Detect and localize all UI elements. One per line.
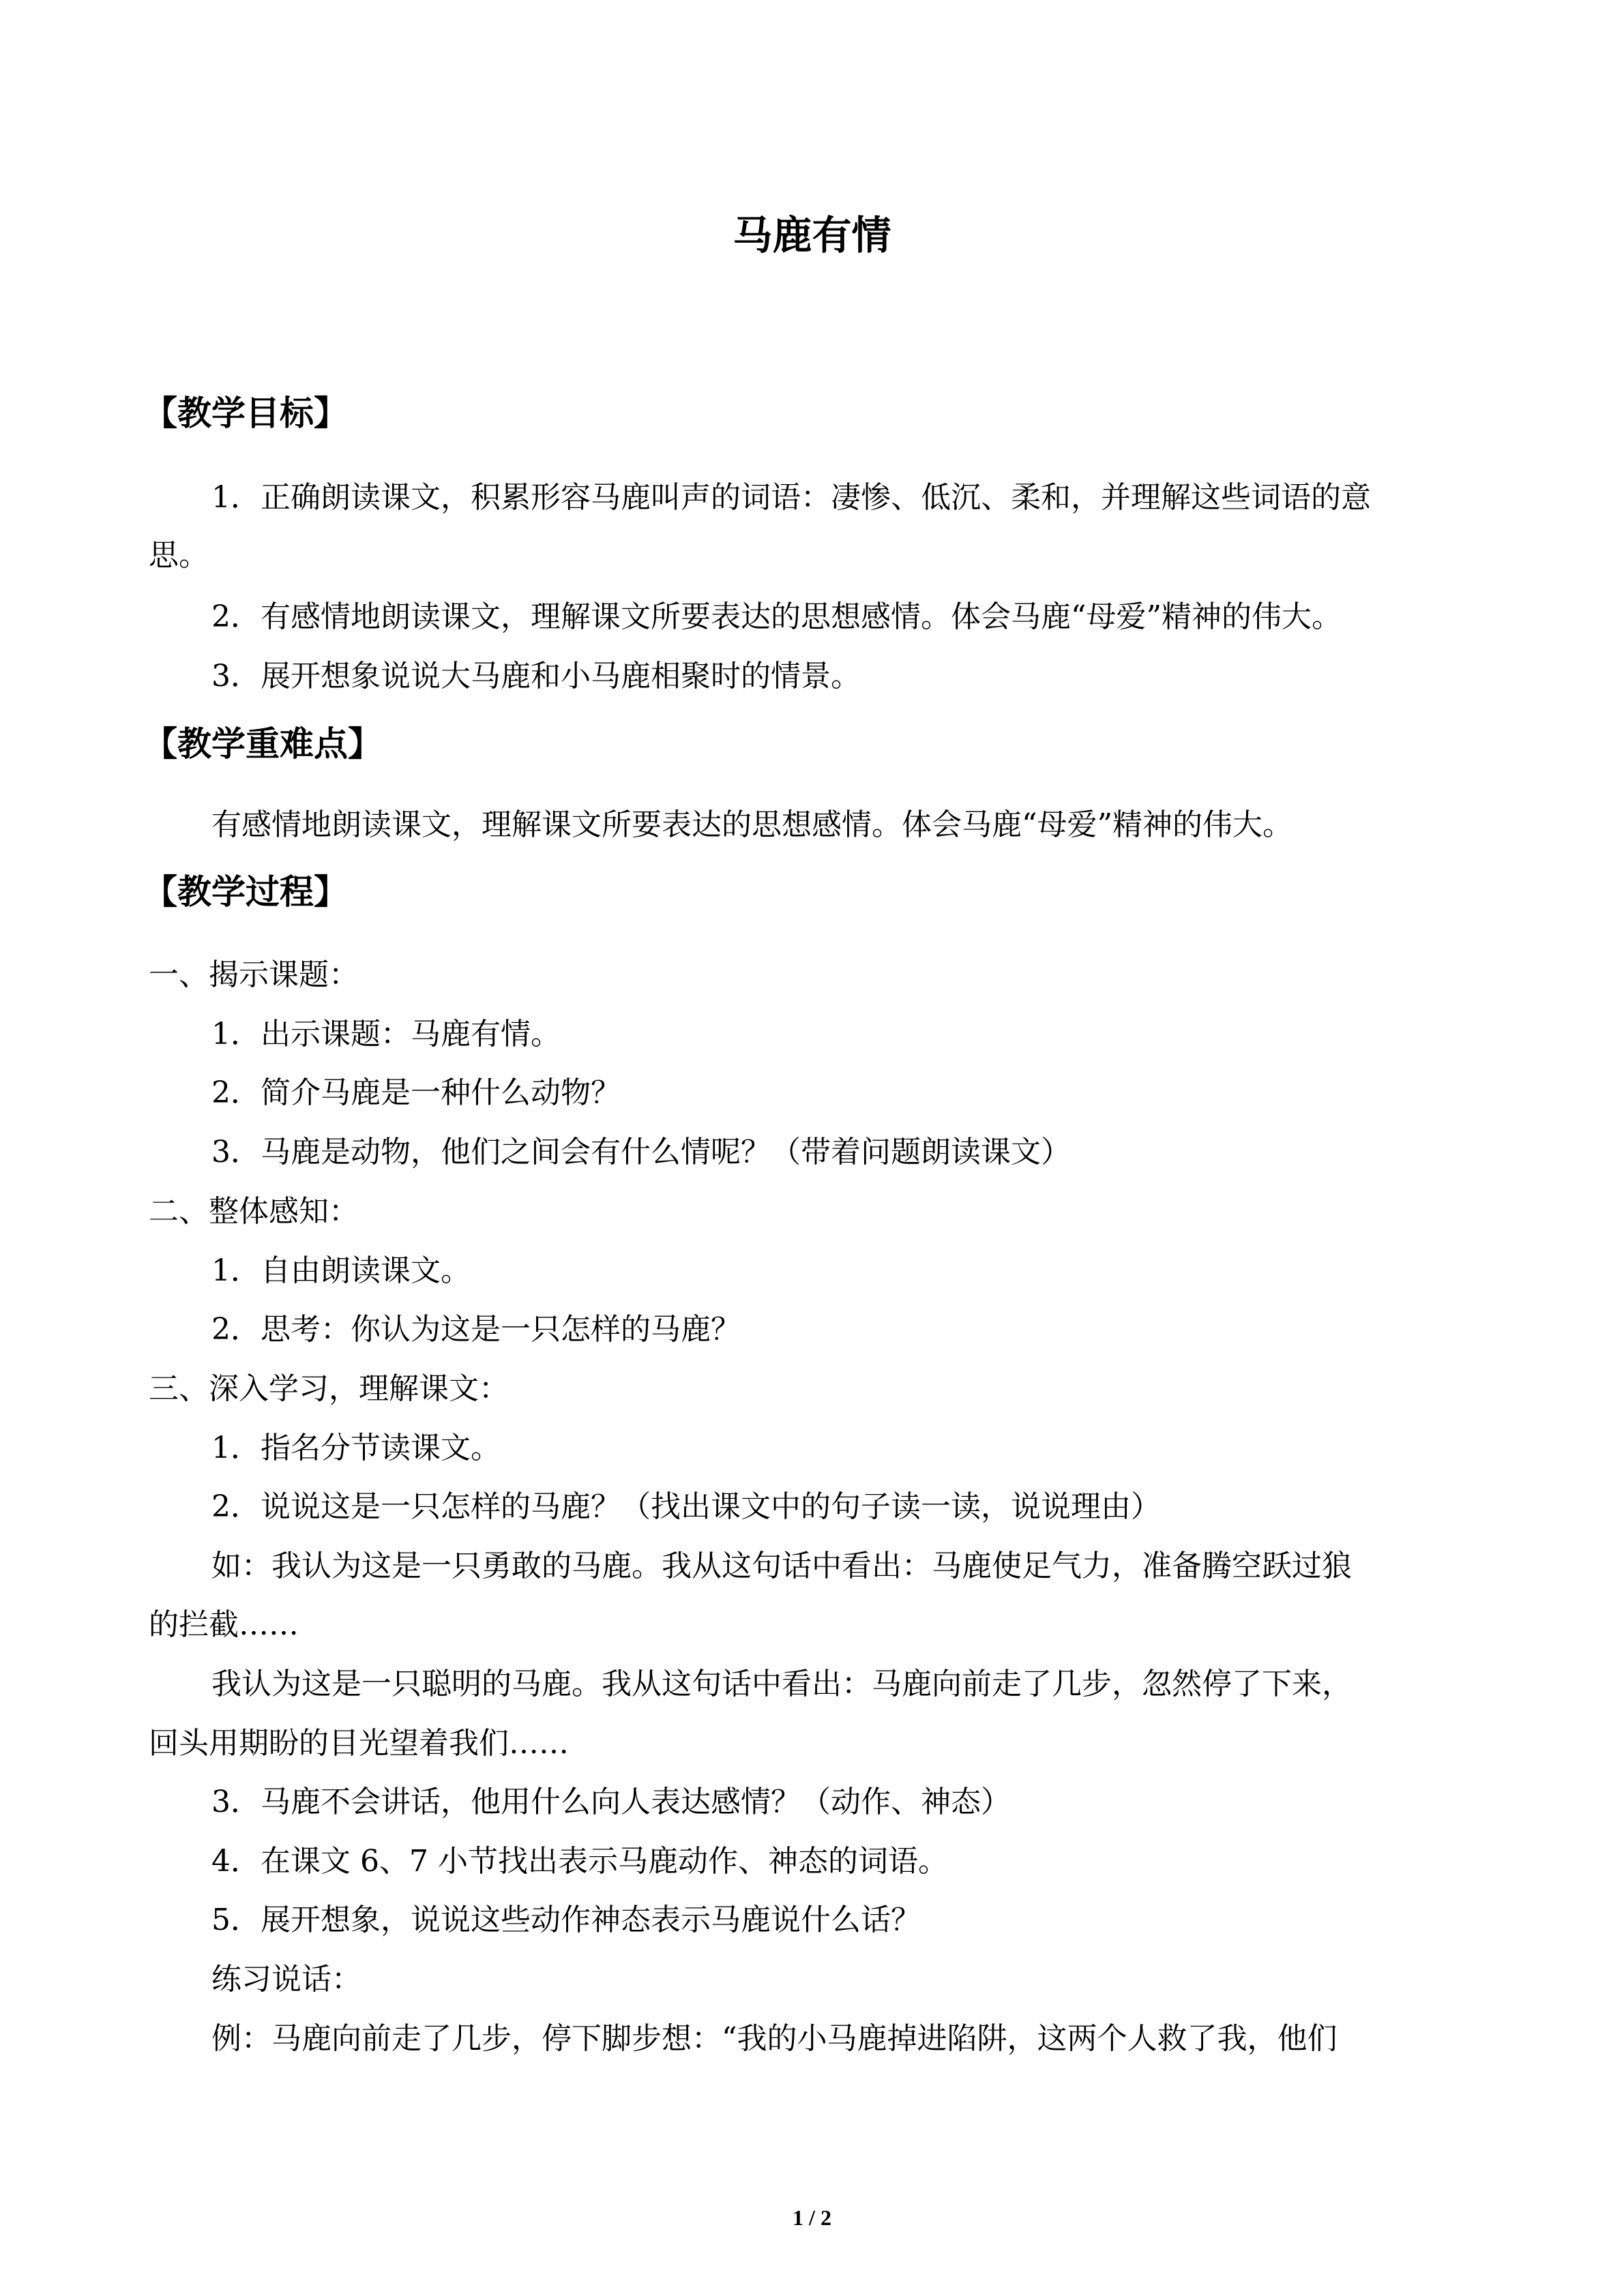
process-step-heading: 一、揭示课题： [149, 957, 359, 992]
objective-line-2: 2．有感情地朗读课文，理解课文所要表达的思想感情。体会马鹿“母爱”精神的伟大。 [211, 599, 1342, 634]
process-line: 1．自由朗读课文。 [211, 1253, 471, 1288]
process-line: 2．思考：你认为这是一只怎样的马鹿？ [211, 1312, 741, 1347]
process-line: 2．说说这是一只怎样的马鹿？（找出课文中的句子读一读，说说理由） [211, 1489, 1161, 1524]
process-line: 练习说话： [211, 1962, 361, 1997]
section-heading-key-points: 【教学重难点】 [143, 724, 382, 764]
process-step-heading: 二、整体感知： [149, 1194, 359, 1229]
page-number: 1 / 2 [793, 2205, 831, 2230]
document-title: 马鹿有情 [733, 212, 891, 258]
section-heading-objectives: 【教学目标】 [143, 393, 348, 433]
key-points-line-1: 有感情地朗读课文，理解课文所要表达的思想感情。体会马鹿“母爱”精神的伟大。 [211, 807, 1293, 842]
process-line: 例：马鹿向前走了几步，停下脚步想：“我的小马鹿掉进陷阱，这两个人救了我，他们 [211, 2021, 1338, 2056]
objective-line-1-cont: 思。 [149, 538, 209, 573]
objective-line-3: 3．展开想象说说大马鹿和小马鹿相聚时的情景。 [211, 659, 861, 694]
process-line: 5．展开想象，说说这些动作神态表示马鹿说什么话？ [211, 1903, 921, 1937]
process-line-cont: 回头用期盼的目光望着我们…… [149, 1726, 569, 1761]
process-line: 我认为这是一只聪明的马鹿。我从这句话中看出：马鹿向前走了几步，忽然停了下来， [211, 1667, 1352, 1701]
process-line: 1．出示课题：马鹿有情。 [211, 1017, 561, 1052]
objective-line-1: 1．正确朗读课文，积累形容马鹿叫声的词语：凄惨、低沉、柔和，并理解这些词语的意 [211, 480, 1371, 515]
process-line: 3．马鹿是动物，他们之间会有什么情呢？（带着问题朗读课文） [211, 1135, 1071, 1169]
section-heading-process: 【教学过程】 [143, 872, 348, 912]
process-step-heading: 三、深入学习，理解课文： [149, 1371, 509, 1406]
process-line: 2．简介马鹿是一种什么动物？ [211, 1075, 621, 1110]
process-line: 如：我认为这是一只勇敢的马鹿。我从这句话中看出：马鹿使足气力，准备腾空跃过狼 [211, 1549, 1352, 1583]
process-line: 3．马鹿不会讲话，他用什么向人表达感情？（动作、神态） [211, 1785, 1011, 1819]
process-line: 4．在课文 6、7 小节找出表示马鹿动作、神态的词语。 [211, 1844, 948, 1879]
process-line-cont: 的拦截…… [149, 1607, 299, 1642]
process-line: 1．指名分节读课文。 [211, 1431, 501, 1465]
